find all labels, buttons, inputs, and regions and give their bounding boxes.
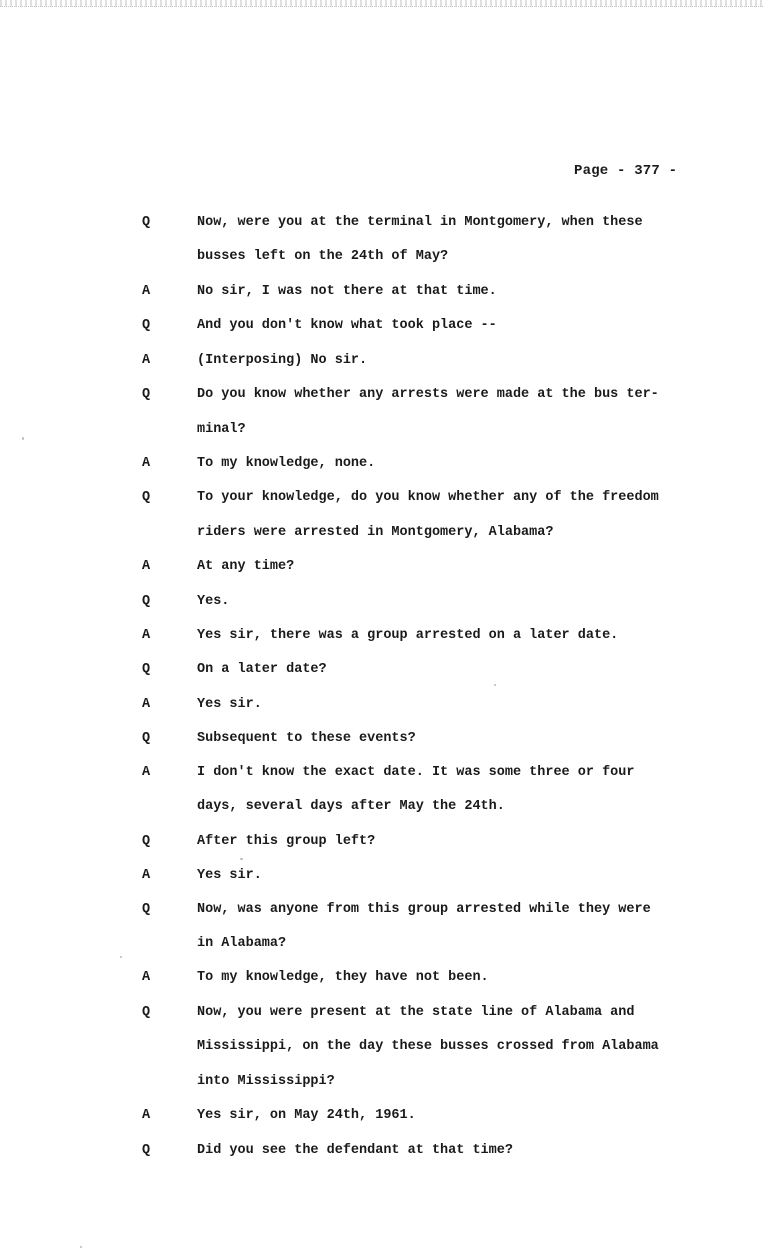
transcript-text: into Mississippi? (197, 1074, 335, 1089)
transcript-line (0, 796, 763, 818)
page-number: Page - 377 - (574, 163, 678, 179)
transcript-line (0, 246, 763, 268)
speaker-label: Q (142, 318, 151, 333)
transcript-line (0, 933, 763, 955)
transcript-line (0, 453, 763, 475)
transcript-line (0, 556, 763, 578)
transcript-line (0, 1140, 763, 1162)
transcript-text: To my knowledge, none. (197, 456, 376, 471)
transcript-text: No sir, I was not there at that time. (197, 284, 497, 299)
transcript-text: days, several days after May the 24th. (197, 799, 505, 814)
transcript-line (0, 350, 763, 372)
speaker-label: Q (142, 902, 151, 917)
transcript-text: And you don't know what took place -- (197, 318, 497, 333)
transcript-text: in Alabama? (197, 936, 287, 951)
scan-speck (22, 437, 24, 440)
transcript-line (0, 899, 763, 921)
transcript-line (0, 728, 763, 750)
transcript-line (0, 522, 763, 544)
scan-speck (120, 956, 122, 958)
transcript-line (0, 659, 763, 681)
transcript-text: I don't know the exact date. It was some three or four (197, 765, 635, 780)
transcript-text: Now, were you at the terminal in Montgomery, when these (197, 215, 643, 230)
transcript-line (0, 1002, 763, 1024)
transcript-line (0, 694, 763, 716)
transcript-text: minal? (197, 422, 246, 437)
transcript-text: Mississippi, on the day these busses crossed from Alabama (197, 1039, 659, 1054)
speaker-label: A (142, 284, 151, 299)
speaker-label: Q (142, 1143, 151, 1158)
transcript-text: Yes sir. (197, 697, 262, 712)
transcript-line (0, 591, 763, 613)
speaker-label: Q (142, 490, 151, 505)
transcript-text: Yes sir. (197, 868, 262, 883)
transcript-text: (Interposing) No sir. (197, 353, 368, 368)
transcript-text: Yes sir, there was a group arrested on a later date. (197, 628, 619, 643)
transcript-line (0, 1071, 763, 1093)
scan-speck (80, 1246, 82, 1248)
transcript-line (0, 384, 763, 406)
transcript-text: At any time? (197, 559, 295, 574)
transcript-line (0, 1036, 763, 1058)
speaker-label: A (142, 628, 151, 643)
speaker-label: Q (142, 387, 151, 402)
transcript-text: Did you see the defendant at that time? (197, 1143, 513, 1158)
speaker-label: Q (142, 594, 151, 609)
transcript-text: busses left on the 24th of May? (197, 249, 449, 264)
speaker-label: Q (142, 215, 151, 230)
scan-speck (494, 684, 496, 686)
transcript-text: riders were arrested in Montgomery, Alabama? (197, 525, 554, 540)
speaker-label: A (142, 1108, 151, 1123)
speaker-label: Q (142, 662, 151, 677)
speaker-label: A (142, 559, 151, 574)
speaker-label: A (142, 765, 151, 780)
transcript-text: Yes sir, on May 24th, 1961. (197, 1108, 416, 1123)
speaker-label: A (142, 353, 151, 368)
transcript-text: Subsequent to these events? (197, 731, 416, 746)
transcript-line (0, 831, 763, 853)
transcript-text: After this group left? (197, 834, 376, 849)
transcript-text: To your knowledge, do you know whether any of the freedom (197, 490, 659, 505)
speaker-label: Q (142, 834, 151, 849)
speaker-label: Q (142, 1005, 151, 1020)
transcript-text: Now, was anyone from this group arrested while they were (197, 902, 651, 917)
transcript-line (0, 487, 763, 509)
transcript-line (0, 419, 763, 441)
transcript-text: Do you know whether any arrests were made at the bus ter- (197, 387, 659, 402)
speaker-label: A (142, 456, 151, 471)
transcript-line (0, 315, 763, 337)
transcript-text: To my knowledge, they have not been. (197, 970, 489, 985)
transcript-line (0, 967, 763, 989)
speaker-label: A (142, 970, 151, 985)
transcript-text: Now, you were present at the state line of Alabama and (197, 1005, 635, 1020)
transcript-line (0, 762, 763, 784)
transcript-line (0, 865, 763, 887)
transcript-line (0, 281, 763, 303)
transcript-line (0, 625, 763, 647)
speaker-label: Q (142, 731, 151, 746)
transcript-text: On a later date? (197, 662, 327, 677)
speaker-label: A (142, 868, 151, 883)
transcript-text: Yes. (197, 594, 230, 609)
scan-speck (240, 858, 243, 860)
speaker-label: A (142, 697, 151, 712)
transcript-line (0, 212, 763, 234)
transcript-line (0, 1105, 763, 1127)
